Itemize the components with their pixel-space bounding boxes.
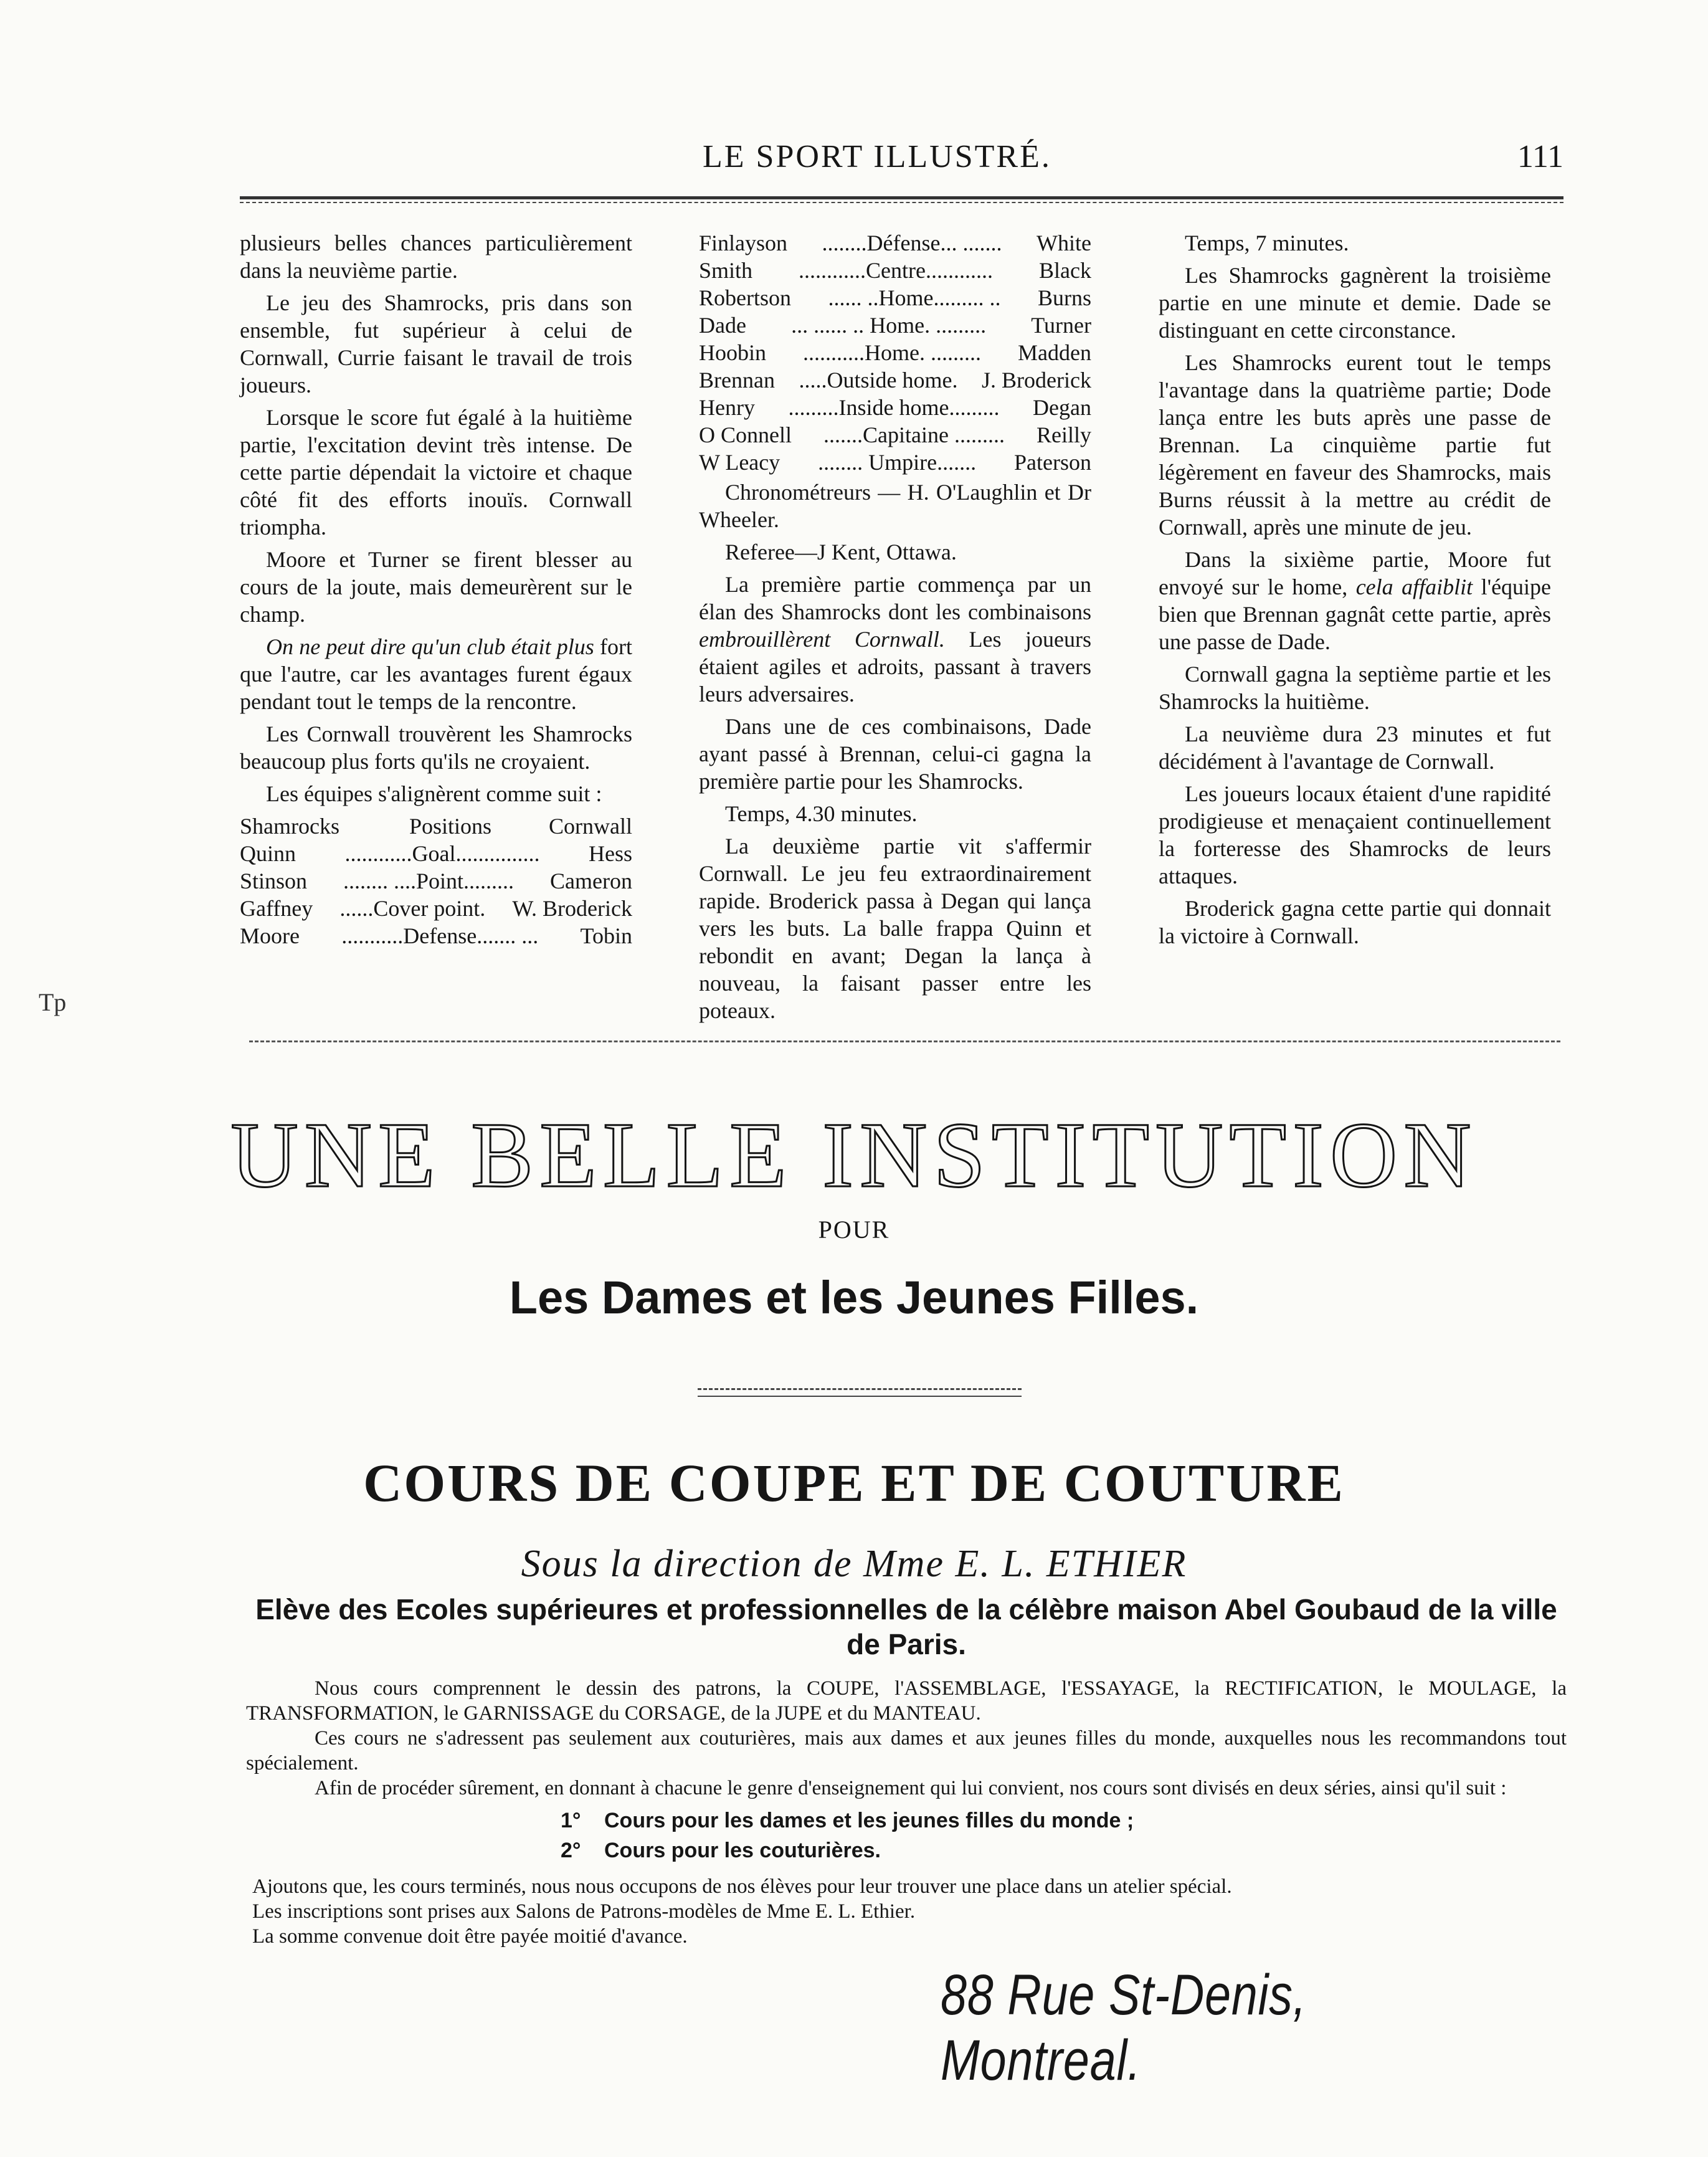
player-a: Quinn: [240, 841, 296, 866]
text: Les joueurs étaient agiles et adroits, passant à travers leurs adversaires.: [699, 627, 1092, 707]
paragraph: [699, 571, 1091, 708]
list-number: 2°: [561, 1839, 581, 1862]
player-b: Hess: [588, 841, 632, 866]
paragraph: La deuxième partie vit s'affermir Cornwall. Le jeu feu extraordinairement rapide. Broderick passa à Degan qui lança vers les buts. La balle frappa Quinn et rebondit en avant; Degan la lança à nouveau, la faisant passer entre les poteaux.: [699, 834, 1091, 1023]
roster-row: [699, 449, 1091, 476]
roster-header-positions: Positions: [409, 814, 492, 839]
player-b: J. Broderick: [982, 368, 1091, 393]
roster-header-team-a: Shamrocks: [240, 814, 339, 839]
roster-row: [699, 421, 1091, 449]
roster-header-team-b: Cornwall: [549, 814, 632, 839]
ad-paragraph: La somme convenue doit être payée moitié d'avance.: [252, 1925, 688, 1948]
ad-body: [246, 1676, 1567, 1949]
paragraph: Referee—J Kent, Ottawa.: [725, 540, 957, 564]
player-b: Black: [1039, 258, 1091, 283]
roster-row: [240, 895, 632, 922]
paragraph: Les Cornwall trouvèrent les Shamrocks beaucoup plus forts qu'ils ne croyaient.: [240, 721, 632, 774]
roster-row: [699, 366, 1091, 394]
italic-text: cela affaiblit: [1355, 574, 1473, 599]
player-b: White: [1037, 231, 1091, 255]
player-a: O Connell: [699, 422, 792, 447]
roster-row: [699, 312, 1091, 339]
text: Dans la sixième partie, Moore fut envoyé sur le home,: [1159, 547, 1551, 599]
publication-title: LE SPORT ILLUSTRÉ.: [703, 139, 1051, 174]
position: ........ ....Point.........: [343, 869, 515, 893]
ad-paragraph: Ces cours ne s'adressent pas seulement aux couturières, mais aux dames et aux jeunes filles du monde, auxquelles nous les recommandons tout spécialement.: [246, 1727, 1567, 1774]
paragraph: Dans une de ces combinaisons, Dade ayant passé à Brennan, celui-ci gagna la première partie pour les Shamrocks.: [699, 714, 1091, 794]
position: ...........Defense....... ...: [341, 923, 539, 948]
player-a: Smith: [699, 258, 753, 283]
player-a: Brennan: [699, 368, 775, 393]
position: ........Défense... .......: [822, 231, 1002, 255]
position: ......Cover point.: [339, 896, 486, 921]
ad-audience: Les Dames et les Jeunes Filles.: [509, 1272, 1199, 1323]
roster-row: [699, 257, 1091, 284]
ad-headline: UNE BELLE INSTITUTION: [230, 1103, 1478, 1207]
section-divider: [249, 1040, 1560, 1042]
roster-row: [240, 922, 632, 950]
text: l'équipe bien que Brennan gagnât cette partie, après une passe de Dade.: [1159, 574, 1552, 654]
page-number: 111: [1517, 139, 1563, 174]
article-column-3: [1159, 229, 1551, 955]
paragraph: Moore et Turner se firent blesser au cours de la joute, mais demeurèrent sur le champ.: [240, 547, 632, 627]
ad-divider: [698, 1396, 1022, 1397]
ad-pour: POUR: [818, 1216, 890, 1244]
player-b: Paterson: [1014, 450, 1091, 475]
player-a: Hoobin: [699, 340, 766, 365]
ad-paragraph: Ajoutons que, les cours terminés, nous nous occupons de nos élèves pour leur trouver une place dans un atelier spécial.: [252, 1875, 1232, 1898]
paragraph: Chronométreurs — H. O'Laughlin et Dr Wheeler.: [699, 480, 1091, 532]
page-header: [237, 138, 1563, 182]
paragraph: plusieurs belles chances particulièrement dans la neuvième partie.: [240, 231, 632, 283]
roster-row: [699, 284, 1091, 312]
paragraph: Lorsque le score fut égalé à la huitième partie, l'excitation devint très intense. De cette partie dépendait la victoire et chaque côté fit des efforts inouïs. Cornwall triompha.: [240, 405, 632, 540]
player-a: Gaffney: [240, 896, 313, 921]
paragraph: La neuvième dura 23 minutes et fut décidément à l'avantage de Cornwall.: [1159, 721, 1551, 774]
paragraph: Temps, 7 minutes.: [1185, 231, 1349, 255]
player-a: Dade: [699, 313, 746, 338]
list-number: 1°: [561, 1809, 581, 1832]
header-rule: [240, 196, 1563, 199]
player-b: W. Broderick: [512, 896, 632, 921]
player-a: W Leacy: [699, 450, 780, 475]
player-b: Burns: [1037, 285, 1091, 310]
position: .....Outside home.: [799, 368, 958, 393]
article-columns: [240, 229, 1563, 1039]
position: ...........Home. .........: [803, 340, 981, 365]
roster-header: [240, 812, 632, 840]
ad-paragraph: Les inscriptions sont prises aux Salons de Patrons-modèles de Mme E. L. Ethier.: [252, 1900, 916, 1923]
position: .......Capitaine .........: [823, 422, 1005, 447]
ad-address: 88 Rue St-Denis, Montreal.: [941, 1963, 1307, 2092]
player-b: Degan: [1033, 395, 1091, 420]
ad-paragraph: Afin de procéder sûrement, en donnant à chacune le genre d'enseignement qui lui convient, nos cours sont divisés en deux séries, ainsi qu'il suit :: [315, 1777, 1507, 1799]
course-list-item: [561, 1836, 1567, 1865]
italic-text: On ne peut dire qu'un club était plus: [266, 634, 594, 659]
player-a: Robertson: [699, 285, 791, 310]
course-list-item: [561, 1806, 1567, 1836]
player-a: Moore: [240, 923, 300, 948]
course-list: [561, 1806, 1567, 1865]
paragraph: Broderick gagna cette partie qui donnait la victoire à Cornwall.: [1159, 896, 1551, 948]
team-roster: [240, 812, 632, 950]
paragraph: [240, 633, 632, 715]
ad-tail: [246, 1874, 1567, 1949]
player-b: Reilly: [1036, 422, 1091, 447]
ad-course-title: COURS DE COUPE ET DE COUTURE: [363, 1453, 1345, 1513]
player-a: Henry: [699, 395, 755, 420]
ad-credentials: Elève des Ecoles supérieures et professionnelles de la célèbre maison Abel Goubaud de la ville de Paris.: [255, 1593, 1557, 1660]
position: ............Goal...............: [344, 841, 540, 866]
paragraph: Les Shamrocks gagnèrent la troisième partie en une minute et demie. Dade se distinguant en cette circonstance.: [1159, 263, 1551, 343]
roster-row: [699, 339, 1091, 366]
text: fort que l'autre, car les avantages furent égaux pendant tout le temps de la rencontre.: [240, 634, 632, 714]
position: ... ...... .. Home. .........: [791, 313, 987, 338]
position: ........ Umpire.......: [818, 450, 977, 475]
player-a: Finlayson: [699, 231, 788, 255]
roster-row: [699, 229, 1091, 257]
margin-mark: Tp: [39, 988, 67, 1016]
roster-row: [699, 394, 1091, 421]
paragraph: [1159, 546, 1551, 655]
player-b: Turner: [1031, 313, 1091, 338]
position: ............Centre............: [799, 258, 993, 283]
roster-row: [240, 867, 632, 895]
ad-paragraph: Nous cours comprennent le dessin des patrons, la COUPE, l'ASSEMBLAGE, l'ESSAYAGE, la RECTIFICATION, le MOULAGE, la TRANSFORMATION, le GARNISSAGE du CORSAGE, de la JUPE et du MANTEAU.: [246, 1677, 1567, 1725]
ad-direction: Sous la direction de Mme E. L. ETHIER: [521, 1543, 1187, 1585]
paragraph: Les Shamrocks eurent tout le temps l'avantage dans la quatrième partie; Dode lança entre les buts après une passe de Brennan. La cinquième partie fut légèrement en faveur des Shamrocks, mais Burns réussit à la mettre au crédit de Cornwall, après une minute de jeu.: [1159, 350, 1551, 540]
player-b: Madden: [1018, 340, 1091, 365]
player-b: Cameron: [550, 869, 632, 893]
paragraph: Cornwall gagna la septième partie et les Shamrocks la huitième.: [1159, 662, 1551, 714]
article-column-1: [240, 229, 632, 952]
paragraph: Les équipes s'alignèrent comme suit :: [266, 781, 602, 806]
team-roster-continued: [699, 229, 1091, 476]
paragraph: Les joueurs locaux étaient d'une rapidité prodigieuse et menaçaient continuellement la forteresse des Shamrocks de leurs attaques.: [1159, 781, 1551, 888]
text: La première partie commença par un élan des Shamrocks dont les combinaisons: [699, 572, 1091, 624]
paragraph: Temps, 4.30 minutes.: [725, 801, 918, 826]
roster-row: [240, 840, 632, 867]
player-a: Stinson: [240, 869, 308, 893]
player-b: Tobin: [580, 923, 632, 948]
header-rule-dashed: [240, 202, 1563, 203]
italic-text: embrouillèrent Cornwall.: [699, 627, 945, 652]
position: ...... ..Home......... ..: [828, 285, 1001, 310]
article-column-2: [699, 229, 1091, 1029]
position: .........Inside home.........: [788, 395, 1000, 420]
list-text: Cours pour les dames et les jeunes filles du monde ;: [604, 1809, 1134, 1832]
ad-divider-dashed: [698, 1388, 1022, 1390]
list-text: Cours pour les couturières.: [604, 1839, 881, 1862]
paragraph: Le jeu des Shamrocks, pris dans son ensemble, fut supérieur à celui de Cornwall, Currie faisant le travail de trois joueurs.: [240, 290, 632, 398]
